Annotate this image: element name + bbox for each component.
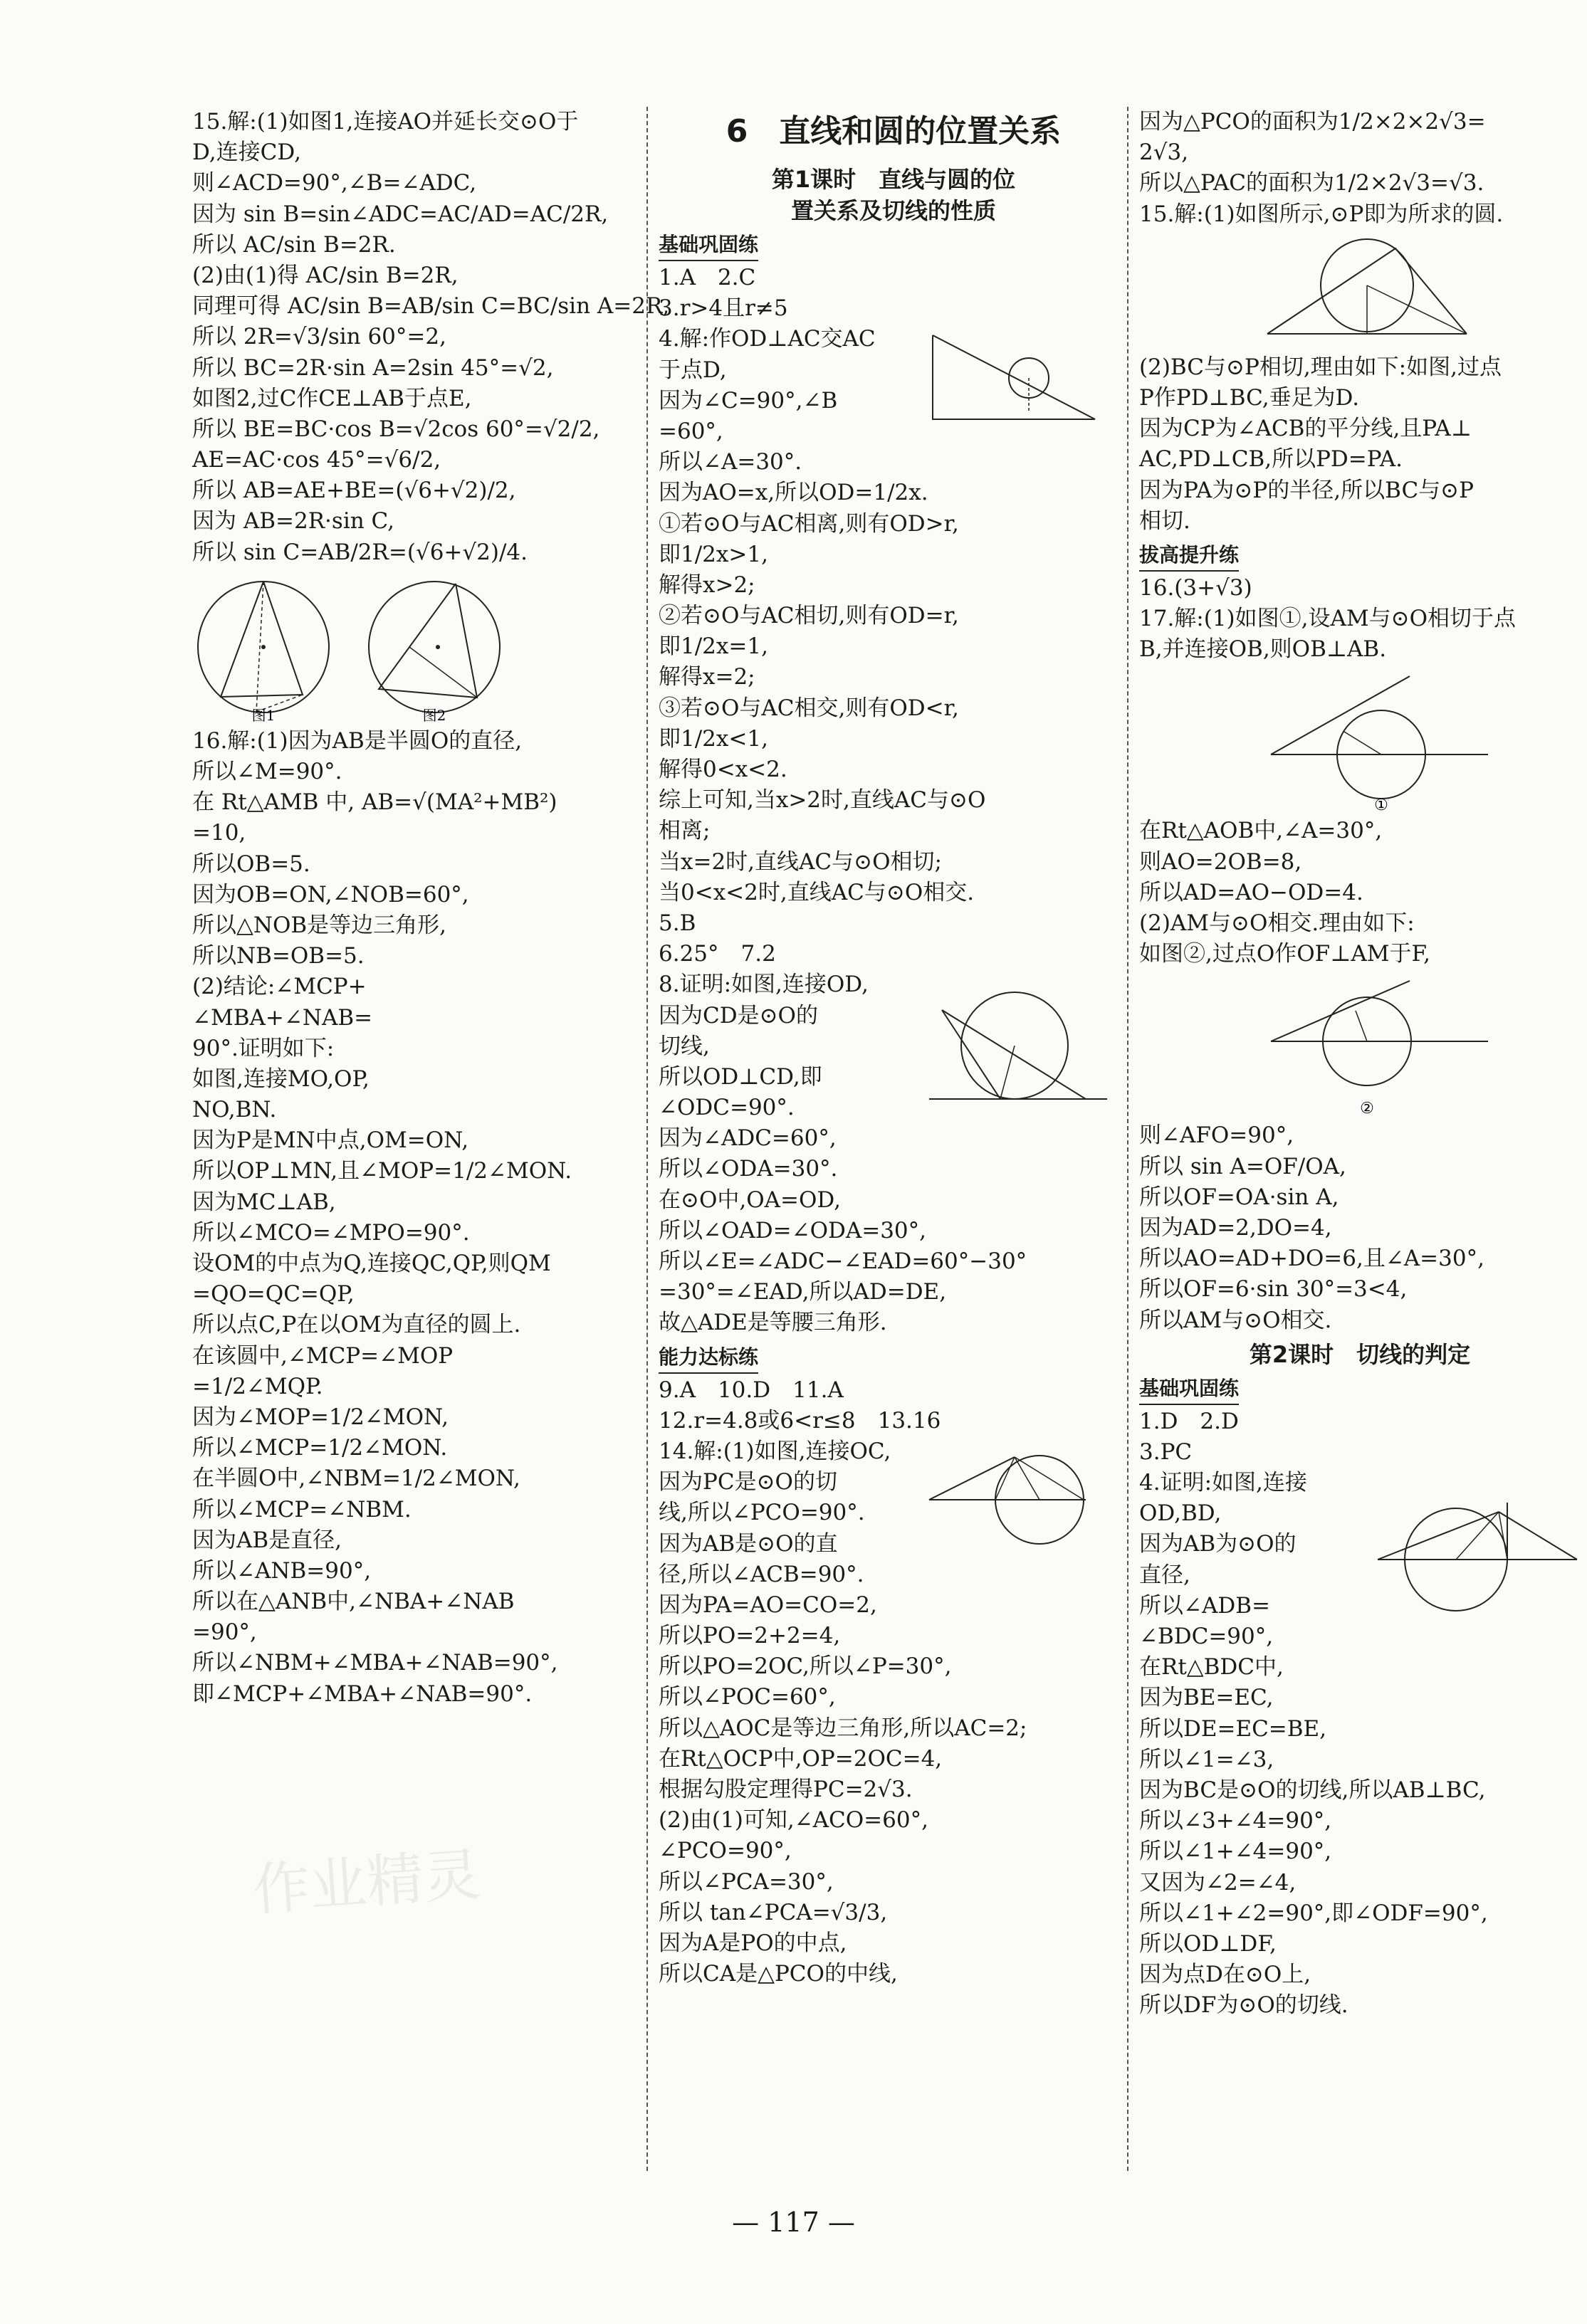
text-line: 即1/2x<1, — [659, 725, 768, 752]
text-line: 所以∠PCA=30°, — [659, 1868, 834, 1895]
text-line: =30°=∠EAD,所以AD=DE, — [659, 1279, 947, 1305]
text-line: 14.解:(1)如图,连接OC, — [659, 1438, 891, 1464]
text-line: AE=AC·cos 45°=√6/2, — [192, 447, 441, 473]
text-line: 所以OD⊥CD,即 — [659, 1063, 822, 1090]
text-line: 在Rt△AOB中,∠A=30°, — [1139, 818, 1383, 844]
text-line: 在该圆中,∠MCP=∠MOP — [192, 1342, 454, 1369]
text-line: ①若⊙O与AC相离,则有OD>r, — [659, 510, 959, 537]
text-line: 所以△PAC的面积为1/2×2√3=√3. — [1139, 170, 1484, 196]
text-line: 所以∠ADB= — [1139, 1592, 1270, 1619]
text-line: (2)由(1)得 AC/sin B=2R, — [192, 262, 459, 288]
section-advanced: 拔高提升练 — [1139, 540, 1239, 572]
text-line: 1.A 2.C — [659, 265, 756, 290]
text-line: 因为 AB=2R·sin C, — [192, 508, 395, 535]
text-line: 所以∠E=∠ADC−∠EAD=60°−30° — [659, 1248, 1027, 1274]
text-line: 直径, — [1139, 1562, 1190, 1588]
text-line: 即1/2x>1, — [659, 541, 768, 567]
column-1 — [192, 107, 670, 1710]
text-line: AC,PD⊥CB,所以PD=PA. — [1139, 446, 1403, 473]
text-line: 4.解:作OD⊥AC交AC — [659, 326, 876, 352]
text-line: 90°.证明如下: — [192, 1035, 335, 1061]
text-line: 15.解:(1)如图1,连接AO并延长交⊙O于 — [192, 109, 579, 135]
text-line: 所以OF=6·sin 30°=3<4, — [1139, 1276, 1408, 1303]
text-line: 相离; — [659, 818, 711, 844]
text-line: 所以△NOB是等边三角形, — [192, 912, 447, 938]
text-line: 所以OB=5. — [192, 851, 310, 877]
text-line: 则∠AFO=90°, — [1139, 1122, 1294, 1149]
text-line: ∠ODC=90°. — [659, 1095, 795, 1121]
text-line: ②若⊙O与AC相切,则有OD=r, — [659, 603, 959, 629]
text-line: 因为AO=x,所以OD=1/2x. — [659, 480, 928, 506]
text-line: 所以CA是△PCO的中线, — [659, 1961, 898, 1987]
text-line: 解得x=2; — [659, 664, 755, 690]
text-line: 在⊙O中,OA=OD, — [659, 1187, 842, 1213]
text-line: 则AO=2OB=8, — [1139, 848, 1302, 875]
text-line: =QO=QC=QP, — [192, 1281, 355, 1308]
text-line: 所以点C,P在以OM为直径的圆上. — [192, 1312, 521, 1338]
text-line: 因为AB是⊙O的直 — [659, 1530, 838, 1557]
text-line: 所以OD⊥DF, — [1139, 1930, 1277, 1957]
text-line: 因为∠ADC=60°, — [659, 1125, 837, 1152]
text-line: 所以∠NBM+∠MBA+∠NAB=90°, — [192, 1650, 558, 1676]
text-line: 因为BE=EC, — [1139, 1685, 1274, 1711]
text-line: 所以AO=AD+DO=6,且∠A=30°, — [1139, 1246, 1484, 1272]
text-line: 在 Rt△AMB 中, AB=√(MA²+MB²) — [192, 789, 557, 816]
text-line: 所以∠POC=60°, — [659, 1684, 836, 1710]
figure-caption: 图1 — [251, 706, 276, 722]
text-line: 所以∠1+∠2=90°,即∠ODF=90°, — [1139, 1900, 1488, 1926]
text-line: 则∠ACD=90°,∠B=∠ADC, — [192, 170, 477, 196]
figure-q8 — [922, 989, 1114, 1124]
text-line: 所以∠M=90°. — [192, 759, 342, 784]
text-line: 于点D, — [659, 357, 727, 383]
text-line: 当0<x<2时,直线AC与⊙O相交. — [659, 879, 975, 905]
text-line: NO,BN. — [192, 1097, 277, 1123]
text-line: 因为△PCO的面积为1/2×2×2√3= — [1139, 109, 1486, 135]
text-line: 所以∠3+∠4=90°, — [1139, 1808, 1332, 1834]
text-line: 4.证明:如图,连接 — [1139, 1470, 1307, 1496]
text-line: 所以PO=2OC,所以∠P=30°, — [659, 1653, 952, 1680]
text-line: 15.解:(1)如图所示,⊙P即为所求的圆. — [1139, 201, 1504, 227]
text-line: 因为MC⊥AB, — [192, 1189, 336, 1215]
text-line: 所以 AB=AE+BE=(√6+√2)/2, — [192, 478, 516, 504]
text-line: 当x=2时,直线AC与⊙O相切; — [659, 848, 942, 875]
text-line: 在Rt△OCP中,OP=2OC=4, — [659, 1745, 943, 1772]
figure-17-1 — [1139, 669, 1581, 811]
text-line: 因为CP为∠ACB的平分线,且PA⊥ — [1139, 416, 1472, 442]
text-line: 因为OB=ON,∠NOB=60°, — [192, 881, 469, 908]
text-line: 解得x>2; — [659, 572, 755, 598]
text-line: 所以∠OAD=∠ODA=30°, — [659, 1217, 927, 1244]
text-line: 综上可知,当x>2时,直线AC与⊙O — [659, 787, 986, 814]
text-line: 在半圆O中,∠NBM=1/2∠MON, — [192, 1466, 520, 1492]
text-line: 所以 BC=2R·sin A=2sin 45°=√2, — [192, 354, 554, 381]
section-ability: 能力达标练 — [659, 1342, 758, 1374]
text-line: 所以DF为⊙O的切线. — [1139, 1992, 1348, 2019]
figure-q14 — [915, 1436, 1114, 1550]
text-line: 径,所以∠ACB=90°. — [659, 1561, 864, 1587]
text-line: 如图,连接MO,OP, — [192, 1066, 370, 1092]
text-line: 所以 AC/sin B=2R. — [192, 231, 396, 258]
text-line: 所以 tan∠PCA=√3/3, — [659, 1899, 888, 1925]
section-basic-2: 基础巩固练 — [1139, 1373, 1239, 1405]
text-line: B,并连接OB,则OB⊥AB. — [1139, 636, 1387, 663]
text-line: 即∠MCP+∠MBA+∠NAB=90°. — [192, 1681, 533, 1707]
text-line: ∠BDC=90°, — [1139, 1624, 1274, 1649]
text-line: =90°, — [192, 1619, 257, 1646]
text-line: 因为CD是⊙O的 — [659, 1002, 818, 1029]
text-line: 16.(3+√3) — [1139, 574, 1252, 601]
text-line: 16.解:(1)因为AB是半圆O的直径, — [192, 727, 523, 754]
text-line: 因为∠C=90°,∠B — [659, 387, 838, 414]
text-line: 即1/2x=1, — [659, 633, 768, 660]
text-line: 所以NB=OB=5. — [192, 943, 365, 969]
text-line: 因为AB是直径, — [192, 1527, 342, 1553]
lesson-2-title: 第2课时 切线的判定 — [1249, 1340, 1471, 1368]
text-line: 因为PC是⊙O的切 — [659, 1469, 837, 1495]
text-line: P作PD⊥BC,垂足为D. — [1139, 384, 1360, 411]
text-line: 因为PA为⊙P的半径,所以BC与⊙P — [1139, 477, 1474, 503]
text-line: (2)AM与⊙O相交.理由如下: — [1139, 910, 1415, 936]
text-line: 所以PO=2+2=4, — [659, 1623, 841, 1649]
text-line: 3.r>4且r≠5 — [659, 295, 788, 322]
text-line: 所以∠MCO=∠MPO=90°. — [192, 1219, 470, 1246]
lesson-1-title-line-1: 第1课时 直线与圆的位 — [771, 166, 1016, 193]
text-line: 17.解:(1)如图①,设AM与⊙O相切于点 — [1139, 606, 1517, 632]
text-line: 所以 2R=√3/sin 60°=2, — [192, 324, 446, 350]
fig-label-c2: ② — [1360, 1100, 1374, 1117]
text-line: D,连接CD, — [192, 140, 301, 166]
figure-q4-lesson2 — [1374, 1499, 1581, 1613]
text-line: 因为BC是⊙O的切线,所以AB⊥BC, — [1139, 1777, 1486, 1803]
text-line: 所以在△ANB中,∠NBA+∠NAB — [192, 1589, 515, 1615]
text-line: 所以OP⊥MN,且∠MOP=1/2∠MON. — [192, 1158, 572, 1184]
text-line: 所以AM与⊙O相交. — [1139, 1307, 1332, 1333]
text-line: =10, — [192, 820, 246, 846]
text-line: 8.证明:如图,连接OD, — [659, 972, 869, 998]
figure-q4 — [926, 327, 1104, 433]
fig-label-c1: ① — [1374, 796, 1388, 812]
text-line: 故△ADE是等腰三角形. — [659, 1310, 887, 1336]
text-line: 9.A 10.D 11.A — [659, 1377, 844, 1403]
column-2 — [659, 107, 1128, 1989]
text-line: 线,所以∠PCO=90°. — [659, 1500, 865, 1526]
text-line: 所以OF=OA·sin A, — [1139, 1184, 1339, 1210]
text-line: 如图2,过C作CE⊥AB于点E, — [192, 385, 472, 411]
text-line: 如图②,过点O作OF⊥AM于F, — [1139, 941, 1431, 967]
text-line: =60°, — [659, 418, 723, 444]
text-line: 因为PA=AO=CO=2, — [659, 1592, 877, 1618]
figure-15 — [1139, 234, 1581, 348]
figure-17-2 — [1139, 974, 1581, 1116]
text-line: 相切. — [1139, 508, 1190, 534]
text-line: 所以∠MCP=∠NBM. — [192, 1496, 412, 1523]
text-line: 因为A是PO的中点, — [659, 1930, 847, 1956]
text-line: 所以 BE=BC·cos B=√2cos 60°=√2/2, — [192, 416, 600, 442]
text-line: ∠PCO=90°, — [659, 1838, 792, 1864]
text-line: (2)BC与⊙P相切,理由如下:如图,过点 — [1139, 354, 1502, 380]
text-line: 所以 sin A=OF/OA, — [1139, 1153, 1346, 1179]
text-line: 因为点D在⊙O上, — [1139, 1962, 1311, 1988]
text-line: 所以 sin C=AB/2R=(√6+√2)/4. — [192, 539, 528, 565]
text-line: OD,BD, — [1139, 1500, 1222, 1527]
chapter-title: 6 直线和圆的位置关系 — [726, 113, 1062, 149]
lesson-1-title-line-2: 置关系及切线的性质 — [790, 197, 996, 224]
text-line: 所以∠A=30°. — [659, 449, 802, 475]
text-line: 因为 sin B=sin∠ADC=AC/AD=AC/2R, — [192, 201, 609, 227]
watermark: 作业精灵 — [251, 1841, 483, 1924]
text-line: 切线, — [659, 1033, 710, 1059]
text-line: 所以∠ODA=30°. — [659, 1156, 838, 1182]
text-line: (2)结论:∠MCP+ — [192, 974, 367, 1000]
text-line: 所以△AOC是等边三角形,所以AC=2; — [659, 1715, 1027, 1741]
text-line: 因为AD=2,DO=4, — [1139, 1214, 1332, 1241]
text-line: 所以AD=AO−OD=4. — [1139, 879, 1363, 905]
text-line: 设OM的中点为Q,连接QC,QP,则QM — [192, 1251, 551, 1276]
text-line: 所以∠1+∠4=90°, — [1139, 1839, 1332, 1865]
figure-1-2 — [192, 572, 648, 722]
text-line: 所以DE=EC=BE, — [1139, 1715, 1327, 1742]
text-line: 2√3, — [1139, 140, 1189, 166]
text-line: 因为P是MN中点,OM=ON, — [192, 1127, 469, 1154]
text-line: 同理可得 AC/sin B=AB/sin C=BC/sin A=2R, — [192, 293, 670, 320]
text-line: 所以∠MCP=1/2∠MON. — [192, 1435, 448, 1461]
text-line: 解得0<x<2. — [659, 757, 787, 782]
text-line: 因为AB为⊙O的 — [1139, 1531, 1297, 1557]
text-line: 5.B — [659, 910, 696, 936]
text-line: 3.PC — [1139, 1439, 1193, 1465]
text-line: =1/2∠MQP. — [192, 1373, 323, 1399]
page-number: — 117 — — [732, 2207, 855, 2238]
text-line: 1.D 2.D — [1139, 1408, 1239, 1434]
text-line: 因为∠MOP=1/2∠MON, — [192, 1404, 449, 1430]
column-3 — [1139, 107, 1581, 2021]
text-line: 所以∠1=∠3, — [1139, 1746, 1274, 1772]
text-line: 所以∠ANB=90°, — [192, 1557, 372, 1584]
figure-caption: 图2 — [422, 706, 446, 722]
section-basic: 基础巩固练 — [659, 229, 758, 261]
text-line: ③若⊙O与AC相交,则有OD<r, — [659, 695, 959, 721]
text-line: 根据勾股定理得PC=2√3. — [659, 1777, 913, 1802]
text-line: (2)由(1)可知,∠ACO=60°, — [659, 1807, 928, 1834]
text-line: 又因为∠2=∠4, — [1139, 1869, 1297, 1896]
text-line: 12.r=4.8或6<r≤8 13.16 — [659, 1407, 941, 1434]
text-line: ∠MBA+∠NAB= — [192, 1004, 373, 1031]
text-line: 6.25° 7.2 — [659, 941, 776, 967]
text-line: 在Rt△BDC中, — [1139, 1654, 1284, 1681]
